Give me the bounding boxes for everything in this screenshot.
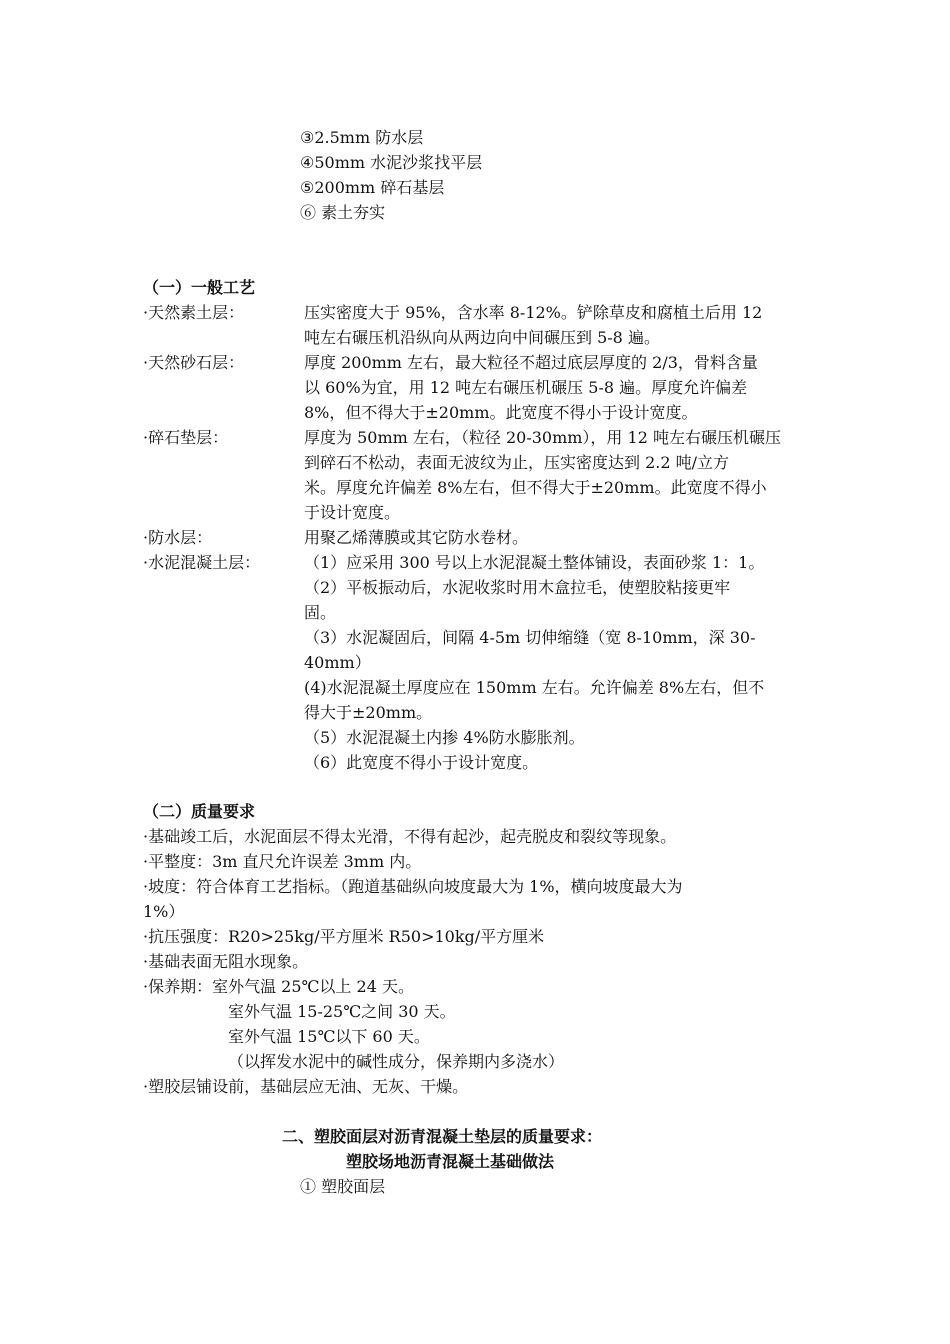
- process-item-line: （5）水泥混凝土内掺 4%防水膨胀剂。: [304, 728, 585, 747]
- process-item-line: 厚度为 50mm 左右，（粒径 20-30mm），用 12 吨左右碾压机碾压: [304, 428, 781, 447]
- section-heading-quality-requirements: （二）质量要求: [143, 802, 256, 821]
- process-item-label: ·水泥混凝土层：: [143, 553, 261, 572]
- quality-line: ·平整度：3m 直尺允许误差 3mm 内。: [143, 852, 422, 871]
- process-item-line: 以 60%为宜，用 12 吨左右碾压机碾压 5-8 遍。厚度允许偏差: [304, 378, 748, 397]
- process-item-line: 厚度 200mm 左右，最大粒径不超过底层厚度的 2/3，骨料含量: [304, 353, 758, 372]
- process-item-line: （1）应采用 300 号以上水泥混凝土整体铺设，表面砂浆 1：1。: [304, 553, 765, 572]
- section-heading-general-process: （一）一般工艺: [143, 278, 256, 297]
- process-item-line: 40mm）: [304, 653, 371, 672]
- process-item-line: 到碎石不松动，表面无波纹为止，压实密度达到 2.2 吨/立方: [304, 453, 730, 472]
- layer-item: ① 塑胶面层: [300, 1177, 386, 1196]
- process-item-line: （6）此宽度不得小于设计宽度。: [304, 753, 539, 772]
- process-item-line: 用聚乙烯薄膜或其它防水卷材。: [304, 528, 529, 547]
- process-item-line: （3）水泥凝固后，间隔 4-5m 切伸缩缝（宽 8-10mm，深 30-: [304, 628, 756, 647]
- section-heading-asphalt: 二、塑胶面层对沥青混凝土垫层的质量要求：: [282, 1127, 603, 1146]
- quality-line: （以挥发水泥中的碱性成分，保养期内多浇水）: [228, 1052, 565, 1071]
- quality-line: ·坡度：符合体育工艺指标。（跑道基础纵向坡度最大为 1%，横向坡度最大为: [143, 877, 683, 896]
- process-item-label: ·天然砂石层：: [143, 353, 245, 372]
- layer-item: ③2.5mm 防水层: [300, 128, 424, 147]
- quality-line: ·抗压强度：R20>25kg/平方厘米 R50>10kg/平方厘米: [143, 927, 545, 946]
- process-item-line: 吨左右碾压机沿纵向从两边向中间碾压到 5-8 遍。: [304, 328, 660, 347]
- quality-line: ·塑胶层铺设前，基础层应无油、无灰、干燥。: [143, 1077, 469, 1096]
- layer-item: ⑥ 素土夯实: [300, 203, 386, 222]
- process-item-line: 压实密度大于 95%，含水率 8-12%。铲除草皮和腐植土后用 12: [304, 303, 763, 322]
- process-item-label: ·防水层：: [143, 528, 213, 547]
- layer-item: ④50mm 水泥沙浆找平层: [300, 153, 483, 172]
- process-item-line: 固。: [304, 603, 337, 622]
- quality-line: 室外气温 15℃以下 60 天。: [228, 1027, 430, 1046]
- process-item-label: ·碎石垫层：: [143, 428, 229, 447]
- quality-line: ·基础竣工后，水泥面层不得太光滑，不得有起沙，起壳脱皮和裂纹等现象。: [143, 827, 677, 846]
- process-item-line: 8%，但不得大于±20mm。此宽度不得小于设计宽度。: [304, 403, 698, 422]
- process-item-line: 米。厚度允许偏差 8%左右，但不得大于±20mm。此宽度不得小: [304, 478, 767, 497]
- quality-line: 室外气温 15-25℃之间 30 天。: [228, 1002, 456, 1021]
- quality-line: 1%）: [143, 902, 185, 921]
- process-item-line: （2）平板振动后，水泥收浆时用木盒拉毛，使塑胶粘接更牢: [304, 578, 731, 597]
- layer-item: ⑤200mm 碎石基层: [300, 178, 445, 197]
- process-item-label: ·天然素土层：: [143, 303, 245, 322]
- process-item-line: 得大于±20mm。: [304, 703, 433, 722]
- process-item-line: 于设计宽度。: [304, 503, 401, 522]
- section-subheading: 塑胶场地沥青混凝土基础做法: [346, 1152, 555, 1171]
- process-item-line: (4)水泥混凝土厚度应在 150mm 左右。允许偏差 8%左右，但不: [304, 678, 765, 697]
- quality-line: ·基础表面无阻水现象。: [143, 952, 309, 971]
- quality-line: ·保养期：室外气温 25℃以上 24 天。: [143, 977, 414, 996]
